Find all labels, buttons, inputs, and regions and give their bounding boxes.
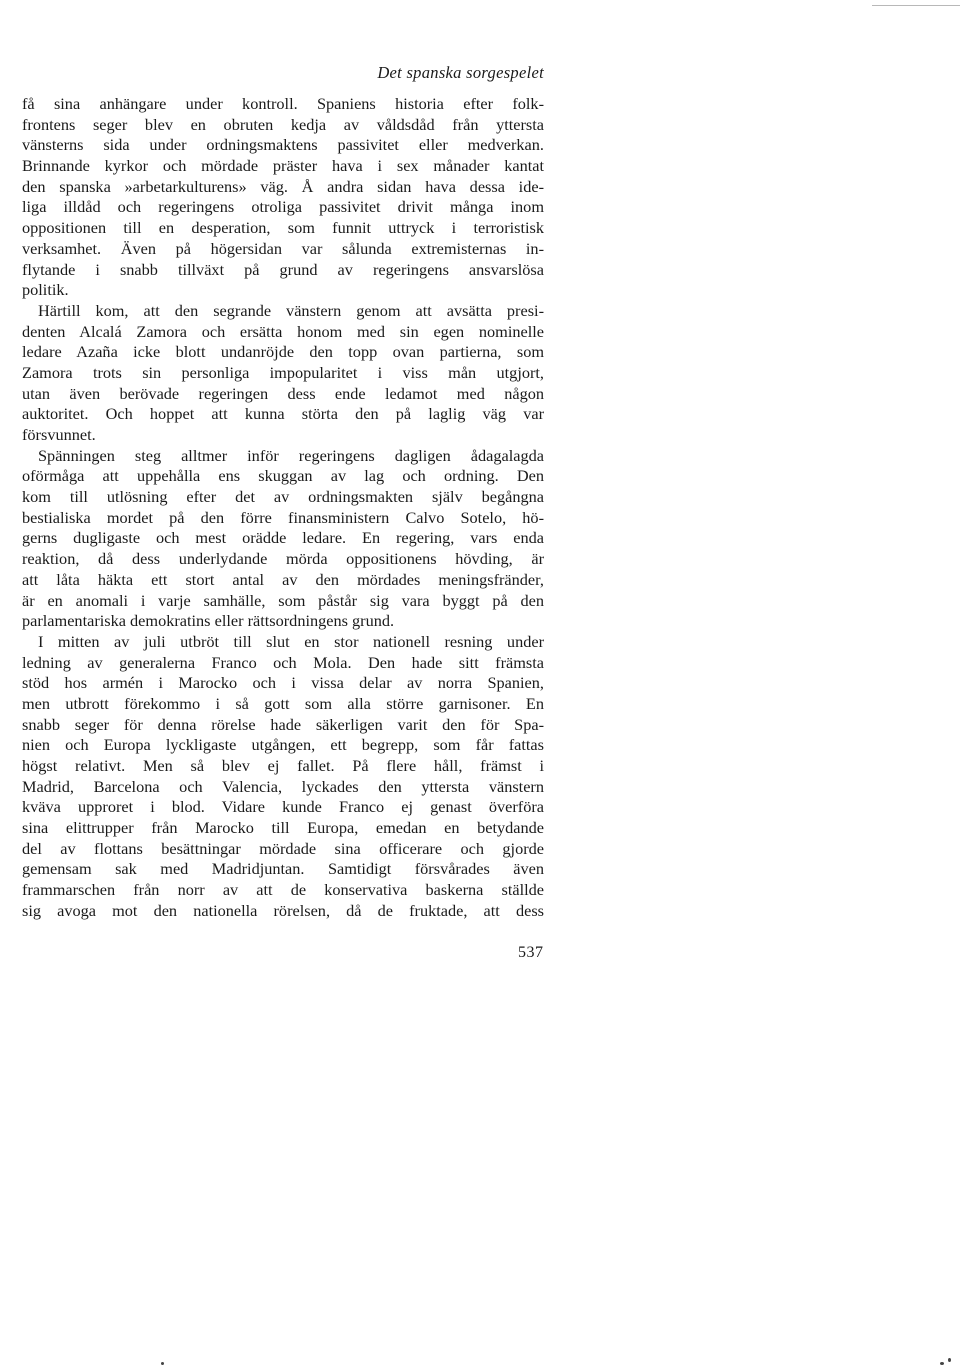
text-line: gerns dugligaste och mest orädde ledare. En regering, vars enda bbox=[22, 528, 544, 548]
scan-speck bbox=[940, 1362, 944, 1365]
scan-speck bbox=[948, 1358, 951, 1362]
body-text bbox=[22, 94, 544, 922]
text-line: få sina anhängare under kontroll. Spaniens historia efter folk- bbox=[22, 94, 544, 113]
text-line: bestialiska mordet på den förre finansministern Calvo Sotelo, hö- bbox=[22, 507, 544, 527]
text-line: kväva upproret i blod. Vidare kunde Franco ej genast överföra bbox=[22, 797, 544, 817]
text-line: är en anomali i varje samhälle, som påstår sig vara byggt på den bbox=[22, 590, 544, 610]
text-line: frammarschen från norr av att de konservativa baskerna ställde bbox=[22, 880, 544, 900]
text-line: snabb seger för denna rörelse hade säkerligen varit den för Spa- bbox=[22, 714, 544, 734]
text-line: frontens seger blev en obruten kedja av våldsdåd från yttersta bbox=[22, 114, 544, 134]
text-line: Zamora trots sin personliga impopularitet i viss mån utgjort, bbox=[22, 362, 544, 382]
text-line: auktoritet. Och hoppet att kunna störta den på laglig väg var bbox=[22, 404, 544, 424]
text-line: högst relativt. Men så blev ej fallet. På flere håll, främst i bbox=[22, 756, 544, 775]
text-line: reaktion, då dess underlydande mörda oppositionens hövding, är bbox=[22, 549, 544, 569]
text-line: kom till utlösning efter det av ordningsmakten själv begångna bbox=[22, 487, 544, 507]
text-line: politik. bbox=[22, 280, 69, 300]
text-line: oppositionen till en desperation, som funnit uttryck i terroristisk bbox=[22, 218, 544, 238]
text-line: sig avoga mot den nationella rörelsen, då de fruktade, att dess bbox=[22, 900, 544, 920]
text-line: att låta häkta ett stort antal av den mördades meningsfränder, bbox=[22, 569, 544, 589]
text-line: vänsterns sida under ordningsmaktens passivitet eller medverkan. bbox=[22, 135, 544, 155]
text-line: del av flottans besättningar mördade sina officerare och gjorde bbox=[22, 838, 544, 858]
text-line: den spanska »arbetarkulturens» väg. Å andra sidan hava dessa ide- bbox=[22, 176, 544, 196]
text-line: flytande i snabb tillväxt på grund av regeringens ansvarslösa bbox=[22, 259, 544, 279]
text-line: ledning av generalerna Franco och Mola. Den hade sitt främsta bbox=[22, 652, 544, 672]
scan-edge-line bbox=[872, 5, 960, 6]
text-line: Spänningen steg alltmer inför regeringens dagligen ådagalagda bbox=[38, 445, 544, 465]
page-number: 537 bbox=[518, 944, 544, 961]
running-head: Det spanska sorgespelet bbox=[377, 63, 544, 82]
text-line: verksamhet. Även på högersidan var sålunda extremisternas in- bbox=[22, 238, 544, 258]
text-line: I mitten av juli utbröt till slut en stor nationell resning under bbox=[38, 631, 544, 651]
text-line: liga illdåd och regeringens otroliga passivitet drivit många inom bbox=[22, 197, 544, 217]
text-line: försvunnet. bbox=[22, 425, 96, 444]
text-line: parlamentariska demokratins eller rättsordningens grund. bbox=[22, 611, 395, 631]
text-line: denten Alcalá Zamora och ersätta honom med sin egen nominelle bbox=[22, 321, 544, 341]
text-line: Brinnande kyrkor och mördade präster hava i sex månader kantat bbox=[22, 156, 544, 176]
text-line: ledare Azaña icke blott undanröjde den topp ovan partierna, som bbox=[22, 342, 544, 362]
text-line: Madrid, Barcelona och Valencia, lyckades den yttersta vänstern bbox=[22, 776, 544, 796]
text-line: utan även berövade regeringen dess ende ledamot med någon bbox=[22, 383, 544, 403]
text-line: gemensam sak med Madridjuntan. Samtidigt försvårades även bbox=[22, 859, 544, 879]
text-line: Härtill kom, att den segrande vänstern genom att avsätta presi- bbox=[38, 300, 544, 320]
text-line: nien och Europa lyckligaste utgången, ett begrepp, som får fattas bbox=[22, 735, 544, 755]
text-line: stöd hos armén i Marocko och i vissa delar av norra Spanien, bbox=[22, 673, 544, 693]
text-line: men utbrott förekommo i så gott som alla större garnisoner. En bbox=[22, 693, 544, 713]
text-line: oförmåga att uppehålla ens skuggan av lag och ordning. Den bbox=[22, 466, 544, 486]
scan-speck bbox=[161, 1362, 164, 1365]
text-line: sina elittrupper från Marocko till Europa, emedan en betydande bbox=[22, 818, 544, 838]
